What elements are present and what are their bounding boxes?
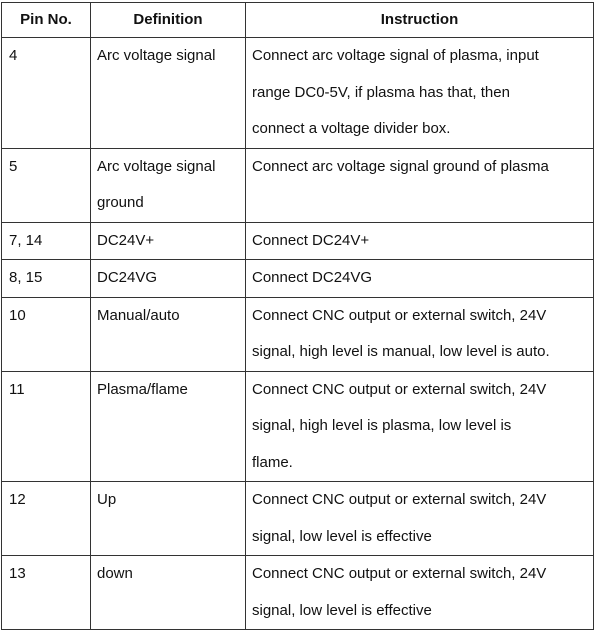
pin-number-cell: 11 [2,371,91,482]
definition-cell: down [91,556,246,630]
definition-cell: Arc voltage signal ground [91,148,246,222]
table-row [2,371,594,482]
pin-definition-table [1,2,594,630]
instruction-line: Connect CNC output or external switch, 24V [252,565,547,582]
header-row [2,3,594,38]
table-row [2,482,594,556]
instruction-cell [246,148,594,222]
instruction-line: signal, high level is manual, low level is auto. [252,343,550,360]
instruction-cell [246,222,594,260]
table-row [2,222,594,260]
instruction-cell [246,260,594,298]
instruction-line: Connect DC24V+ [252,231,370,249]
definition-cell: DC24VG [91,260,246,298]
pin-number-cell: 5 [2,148,91,222]
instruction-line: flame. [252,453,293,471]
instruction-cell [246,371,594,482]
table-row [2,148,594,222]
instruction-cell [246,556,594,630]
table-header [2,3,594,38]
instruction-line: Connect DC24VG [252,269,373,286]
definition-cell: DC24V+ [91,222,246,260]
definition-cell: Up [91,482,246,556]
instruction-line: signal, high level is plasma, low level is [252,417,512,434]
pin-number-cell: 7, 14 [2,222,91,260]
instruction-cell [246,38,594,149]
instruction-line: Connect CNC output or external switch, 24V [252,491,547,508]
header-instruction: Instruction [246,3,594,38]
instruction-line: range DC0-5V, if plasma has that, then [252,83,510,101]
pin-number-cell: 13 [2,556,91,630]
table-row [2,297,594,371]
instruction-cell [246,482,594,556]
header-pin-no: Pin No. [2,3,91,38]
table-body [2,38,594,630]
pin-number-cell: 12 [2,482,91,556]
table-row [2,38,594,149]
instruction-line: connect a voltage divider box. [252,120,451,137]
definition-cell: Arc voltage signal [91,38,246,149]
instruction-line: Connect CNC output or external switch, 24V [252,380,547,398]
instruction-line: signal, low level is effective [252,527,432,545]
header-definition: Definition [91,3,246,38]
table-row [2,556,594,630]
pin-number-cell: 4 [2,38,91,149]
instruction-line: signal, low level is effective [252,601,432,619]
instruction-line: Connect arc voltage signal of plasma, input [252,47,539,64]
instruction-line: Connect CNC output or external switch, 24V [252,306,547,324]
table-row [2,260,594,298]
instruction-cell [246,297,594,371]
pin-number-cell: 10 [2,297,91,371]
definition-cell: Plasma/flame [91,371,246,482]
instruction-line: Connect arc voltage signal ground of plasma [252,157,549,175]
definition-cell: Manual/auto [91,297,246,371]
pin-number-cell: 8, 15 [2,260,91,298]
